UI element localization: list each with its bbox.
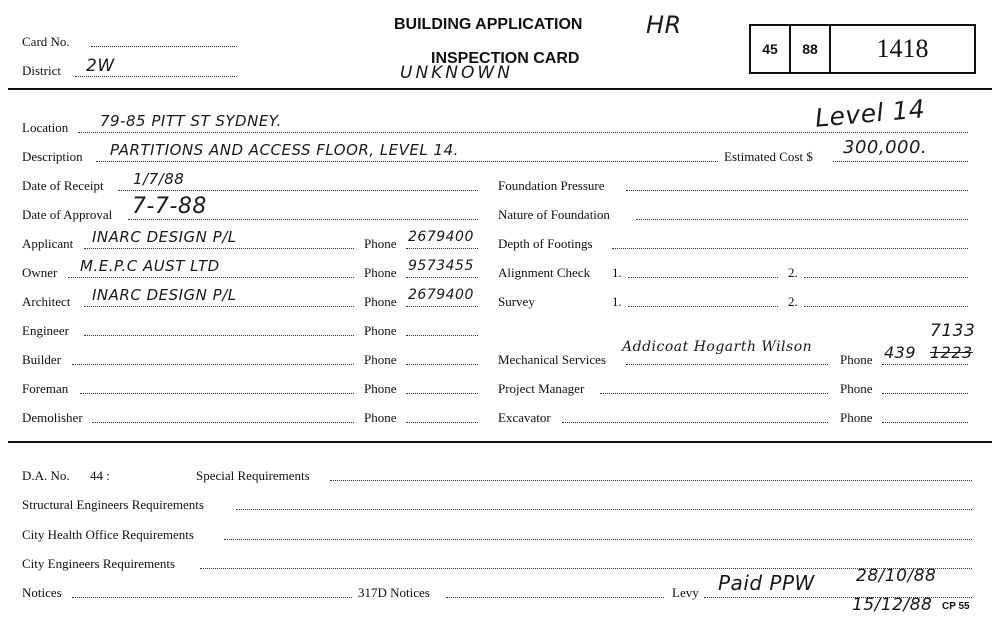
applicant-phone-line — [406, 248, 478, 249]
mechanical-services-line — [626, 364, 828, 365]
excavator-phone-label: Phone — [840, 410, 873, 425]
applicant-phone: 2679400 — [408, 229, 474, 245]
structural-engineers-label: Structural Engineers Requirements — [22, 497, 204, 512]
foundation-pressure-line — [626, 190, 968, 191]
survey-n1: 1. — [612, 294, 622, 309]
project-manager-label: Project Manager — [498, 381, 585, 396]
survey-line2 — [804, 306, 968, 307]
estimated-cost-value: 300,000. — [843, 137, 928, 158]
estimated-cost-line — [833, 161, 968, 162]
engineer-phone-line — [406, 335, 478, 336]
form-code: CP 55 — [942, 601, 970, 612]
builder-phone-label: Phone — [364, 352, 397, 367]
excavator-line — [562, 422, 828, 423]
location-label: Location — [22, 120, 69, 135]
structural-engineers-line — [236, 509, 972, 510]
applicant-label: Applicant — [22, 236, 74, 251]
date-of-receipt-value: 1/7/88 — [133, 170, 185, 188]
architect-value: INARC DESIGN P/L — [92, 286, 237, 304]
project-manager-phone-line — [882, 393, 968, 394]
location-value: 79-85 PITT ST SYDNEY. — [100, 112, 282, 130]
foreman-phone-line — [406, 393, 478, 394]
architect-line — [84, 306, 354, 307]
applicant-value: INARC DESIGN P/L — [92, 228, 237, 246]
description-value: PARTITIONS AND ACCESS FLOOR, LEVEL 14. — [110, 141, 459, 159]
handwritten-under-title: UNKNOWN — [400, 63, 513, 83]
foreman-label: Foreman — [22, 381, 69, 396]
owner-phone: 9573455 — [408, 258, 474, 274]
date-of-receipt-line — [118, 190, 478, 191]
builder-line — [72, 364, 354, 365]
survey-label: Survey — [498, 294, 535, 309]
mechanical-services-phone-line — [882, 364, 968, 365]
notices-line — [72, 597, 352, 598]
da-no-label: D.A. No. — [22, 468, 70, 483]
project-manager-phone-label: Phone — [840, 381, 873, 396]
engineer-line — [84, 335, 354, 336]
initials: HR — [646, 11, 682, 39]
builder-phone-line — [406, 364, 478, 365]
city-health-line — [224, 539, 972, 540]
title-line1: BUILDING APPLICATION — [394, 16, 583, 33]
date-of-receipt-label: Date of Receipt — [22, 178, 104, 193]
foundation-pressure-label: Foundation Pressure — [498, 178, 605, 193]
date-of-approval-line — [128, 219, 478, 220]
owner-value: M.E.P.C AUST LTD — [80, 257, 220, 275]
levy-label: Levy — [672, 585, 699, 600]
estimated-cost-label: Estimated Cost $ — [724, 149, 813, 164]
description-line — [96, 161, 718, 162]
depth-of-footings-label: Depth of Footings — [498, 236, 593, 251]
foreman-phone-label: Phone — [364, 381, 397, 396]
notices-label: Notices — [22, 585, 62, 600]
architect-label: Architect — [22, 294, 71, 309]
alignment-check-n2: 2. — [788, 265, 798, 280]
owner-phone-label: Phone — [364, 265, 397, 280]
architect-phone: 2679400 — [408, 287, 474, 303]
demolisher-line — [92, 422, 354, 423]
mechanical-services-value: Addicoat Hogarth Wilson — [622, 339, 813, 355]
demolisher-label: Demolisher — [22, 410, 83, 425]
location-line — [78, 132, 968, 133]
levy-value: Paid PPW — [718, 571, 815, 595]
owner-line — [68, 277, 354, 278]
architect-phone-label: Phone — [364, 294, 397, 309]
foreman-line — [80, 393, 354, 394]
card-no-label: Card No. — [22, 34, 70, 49]
title-line2: INSPECTION CARD — [431, 50, 580, 67]
mechanical-services-phone: 439 — [884, 343, 917, 362]
section-divider — [8, 441, 992, 443]
notices-317d-line — [446, 597, 664, 598]
description-label: Description — [22, 149, 83, 164]
nature-of-foundation-label: Nature of Foundation — [498, 207, 610, 222]
engineer-label: Engineer — [22, 323, 69, 338]
levy-date1: 28/10/88 — [856, 566, 937, 586]
alignment-check-line1 — [628, 277, 778, 278]
owner-label: Owner — [22, 265, 58, 280]
applicant-line — [84, 248, 354, 249]
district-value: 2W — [86, 56, 115, 76]
city-health-label: City Health Office Requirements — [22, 527, 194, 542]
special-requirements-label: Special Requirements — [196, 468, 310, 483]
applicant-phone-label: Phone — [364, 236, 397, 251]
card-number: 1418 — [876, 34, 929, 63]
card-number-box — [749, 24, 976, 74]
mechanical-services-phone-crossed: 1223 — [930, 343, 973, 362]
mechanical-services-phone-new: 7133 — [930, 321, 976, 341]
card-number-part2: 88 — [802, 41, 818, 57]
city-engineers-label: City Engineers Requirements — [22, 556, 176, 571]
mechanical-services-phone-label: Phone — [840, 352, 873, 367]
excavator-phone-line — [882, 422, 968, 423]
engineer-phone-label: Phone — [364, 323, 397, 338]
header-divider — [8, 88, 992, 90]
alignment-check-label: Alignment Check — [498, 265, 591, 280]
demolisher-phone-label: Phone — [364, 410, 397, 425]
special-requirements-line — [330, 480, 972, 481]
alignment-check-line2 — [804, 277, 968, 278]
project-manager-line — [600, 393, 828, 394]
notices-317d-label: 317D Notices — [358, 585, 430, 600]
nature-of-foundation-line — [636, 219, 968, 220]
card-no-line — [91, 46, 237, 47]
levy-date2: 15/12/88 — [852, 595, 933, 615]
card-number-part1: 45 — [762, 41, 778, 57]
district-label: District — [22, 63, 61, 78]
builder-label: Builder — [22, 352, 61, 367]
date-of-approval-label: Date of Approval — [22, 207, 113, 222]
district-line — [75, 76, 237, 77]
da-no-value: 44 : — [90, 468, 110, 483]
survey-n2: 2. — [788, 294, 798, 309]
owner-phone-line — [406, 277, 478, 278]
architect-phone-line — [406, 306, 478, 307]
demolisher-phone-line — [406, 422, 478, 423]
date-of-approval-value: 7-7-88 — [132, 194, 207, 219]
alignment-check-n1: 1. — [612, 265, 622, 280]
level-note: Level 14 — [813, 94, 927, 133]
survey-line1 — [628, 306, 778, 307]
excavator-label: Excavator — [498, 410, 551, 425]
depth-of-footings-line — [612, 248, 968, 249]
mechanical-services-label: Mechanical Services — [498, 352, 606, 367]
